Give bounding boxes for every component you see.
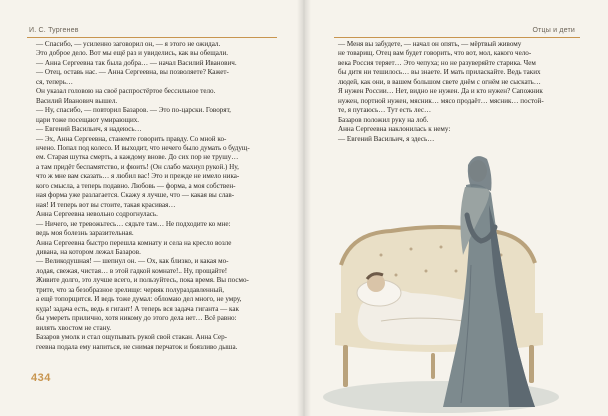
text-line: цари тоже посещают умирающих. [36,115,140,124]
text-line: Я нужен России… Нет, видно не нужен. Да и кто нужен? Сапожник [338,87,543,96]
text-line: — Анна Сергеевна так была добра… — начал Василий Иванович. [36,58,237,67]
running-head-title: Отцы и дети [532,27,575,34]
text-line: что ж мне вам сказать… я любил вас! Это и прежде не имело ника- [36,172,240,181]
page-number: 434 [31,372,51,384]
right-page-text [338,40,580,144]
text-line: людей, как они, в вашем большом свете днём с огнём не сыскать… [338,77,541,86]
left-page-text [36,40,274,352]
text-line: ведь моя болезнь заразительная. [36,229,134,238]
text-line: а там придёт беспамятство, и фюить! (Он слабо махнул рукой.) Ну, [36,162,239,171]
text-line: дивана, на котором лежал Базаров. [36,247,141,256]
text-line: ся, теперь… [36,77,74,86]
text-line: — Эх, Анна Сергеевна, станемте говорить правду. Со мной ко- [36,134,227,143]
text-line: Живите долго, это лучше всего, и пользуйтесь, пока время. Вы посмо- [36,276,249,285]
header-rule [27,37,277,38]
text-line: трите, что за безобразное зрелище: червяк полураздавленный, [36,285,224,294]
text-line: бы дитя ни тешилось… вы знаете. И мать приласкайте. Ведь таких [338,68,541,77]
text-line: ная форма уже разлагается. Скажу я лучше, что — какая вы слав- [36,191,235,200]
text-line: геевна подала ему напиться, не снимая перчаток и боязливо дыша. [36,342,238,351]
text-line: Базаров положил руку на лоб. [338,115,429,124]
text-line: века Россия теряет… Это чепуха; но не разуверяйте старика. Чем [338,58,536,67]
illustration-deathbed-scene [321,145,561,415]
text-line: куда! задача есть, ведь я гигант! А теперь вся задача гиганта — как [36,304,239,313]
text-line: Анна Сергеевна невольно содрогнулась. [36,210,158,219]
text-line: кого смысла, а теперь подавно. Любовь — форма, а моя собствен- [36,181,236,190]
text-line: Анна Сергеевна наклонилась к нему: [338,125,451,134]
text-line: нужен, портной нужен, мясник… мясо продаёт… мясник… постой- [338,96,544,105]
text-line: те, я путаюсь… Тут есть лес… [338,106,432,115]
text-line: вилять хвостом не стану. [36,323,112,332]
text-line: бы умереть прилично, хотя никому до этого дела нет… Всё равно: [36,314,237,323]
text-line: — Отец, оставь нас. — Анна Сергеевна, вы позволяете? Кажет- [36,68,229,77]
text-line: Это доброе дело. Вот мы ещё раз и увиделись, как вы обещали. [36,49,229,58]
running-head-author: И. С. Тургенев [29,27,79,34]
text-line: — Спасибо, — усиленно заговорил он, — я этого не ожидал. [36,40,221,48]
text-line: а ещё топорщится. И ведь тоже думал: обломаю дел много, не умру, [36,295,242,304]
header-rule [334,37,580,38]
text-line: — Ну, спасибо, — повторил Базаров. — Это по-царски. Говорят, [36,106,231,115]
text-line: нчено. Попал под колесо. И выходит, что нечего было думать о будущ- [36,143,250,152]
text-line: — Меня вы забудете, — начал он опять, — мёртвый живому [338,40,522,48]
text-line: ем. Старая шутка смерть, а каждому внове. До сих пор не трушу… [36,153,239,162]
text-line: ная! И теперь вот вы стоите, такая красивая… [36,200,176,209]
text-line: — Евгений Васильич, я надеюсь… [36,125,142,134]
text-line: Он указал головою на своё распростёртое бессильное тело. [36,87,216,96]
book-gutter [297,0,311,416]
text-line: лодая, свежая, чистая… в этой гадкой комнате!.. Ну, прощайте! [36,266,228,275]
text-line: — Великодушная! — шепнул он. — Ох, как близко, и какая мо- [36,257,229,266]
text-line: — Евгений Васильич, я здесь… [338,134,435,143]
text-line: Базаров умолк и стал ощупывать рукой свой стакан. Анна Сер- [36,333,228,342]
text-line: Анна Сергеевна быстро перешла комнату и села на кресло возле [36,238,232,247]
text-line: не товарищ. Отец вам будет говорить, что вот, мол, какого чело- [338,49,532,58]
text-line: — Ничего, не тревожьтесь… сядьте там… Не подходите ко мне: [36,219,231,228]
text-line: Василий Иванович вышел. [36,96,118,105]
